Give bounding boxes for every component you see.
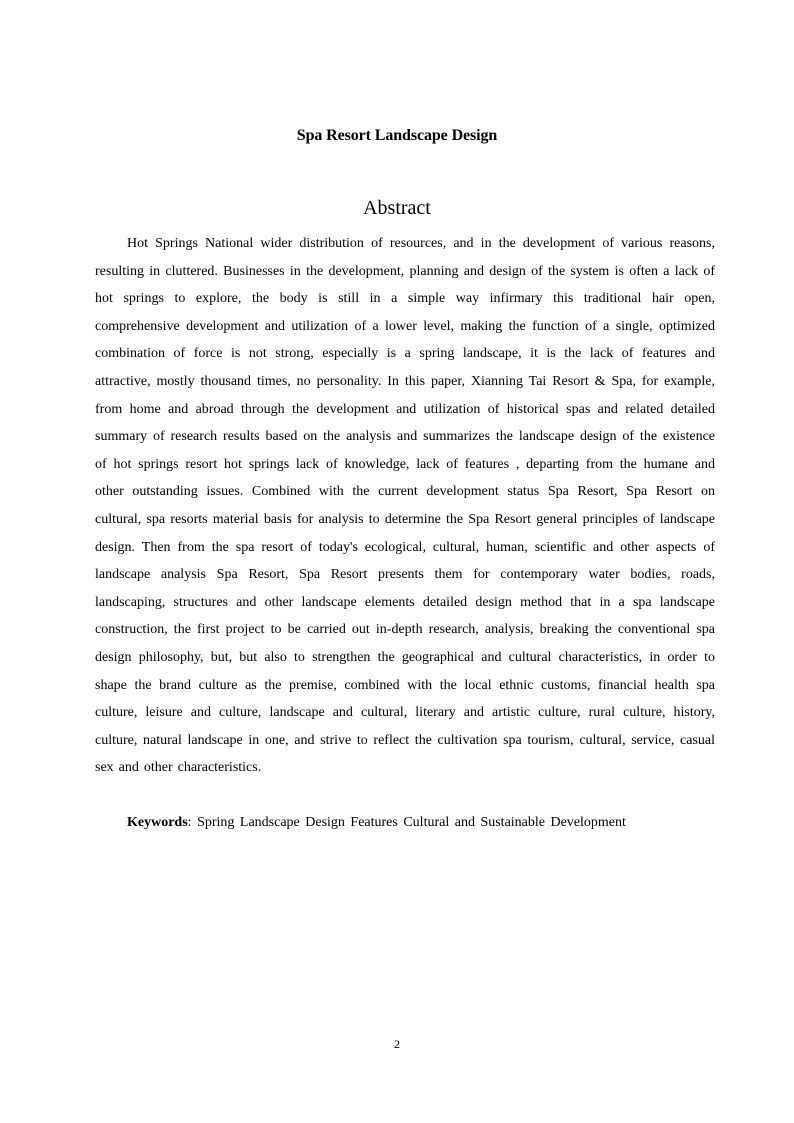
keywords-label: Keywords <box>127 815 188 830</box>
abstract-section <box>95 230 715 782</box>
page-number: 2 <box>394 1037 400 1051</box>
abstract-paragraph: Hot Springs National wider distribution of resources, and in the development of various reasons, resulting in cluttered. Businesses in the development, planning and design of the system is often a lack of hot springs to explore, the body is still in a simple way infirmary this traditional hair open, comprehensive development and utilization of a lower level, making the function of a single, optimized combination of force is not strong, especially is a spring landscape, it is the lack of features and attractive, mostly thousand times, no personality. In this paper, Xianning Tai Resort & Spa, for example, from home and abroad through the development and utilization of historical spas and related detailed summary of research results based on the analysis and summarizes the landscape design of the existence of hot springs resort hot springs lack of knowledge, lack of features , departing from the humane and other outstanding issues. Combined with the current development status Spa Resort, Spa Resort on cultural, spa resorts material basis for analysis to determine the Spa Resort general principles of landscape design. Then from the spa resort of today's ecological, cultural, human, scientific and other aspects of landscape analysis Spa Resort, Spa Resort presents them for contemporary water bodies, roads, landscaping, structures and other landscape elements detailed design method that in a spa landscape construction, the first project to be carried out in-depth research, analysis, breaking the conventional spa design philosophy, but, but also to strengthen the geographical and cultural characteristics, in order to shape the brand culture as the premise, combined with the local ethnic customs, financial health spa culture, leisure and culture, landscape and cultural, literary and artistic culture, rural culture, history, culture, natural landscape in one, and strive to reflect the cultivation spa tourism, cultural, service, casual sex and other characteristics. <box>95 236 715 776</box>
keywords-line <box>95 809 715 837</box>
abstract-heading: Abstract <box>363 197 431 219</box>
keywords-separator: : <box>187 815 198 830</box>
paper-title: Spa Resort Landscape Design <box>296 127 498 144</box>
keywords-text: Spring Landscape Design Features Cultural and Sustainable Development <box>197 815 626 830</box>
